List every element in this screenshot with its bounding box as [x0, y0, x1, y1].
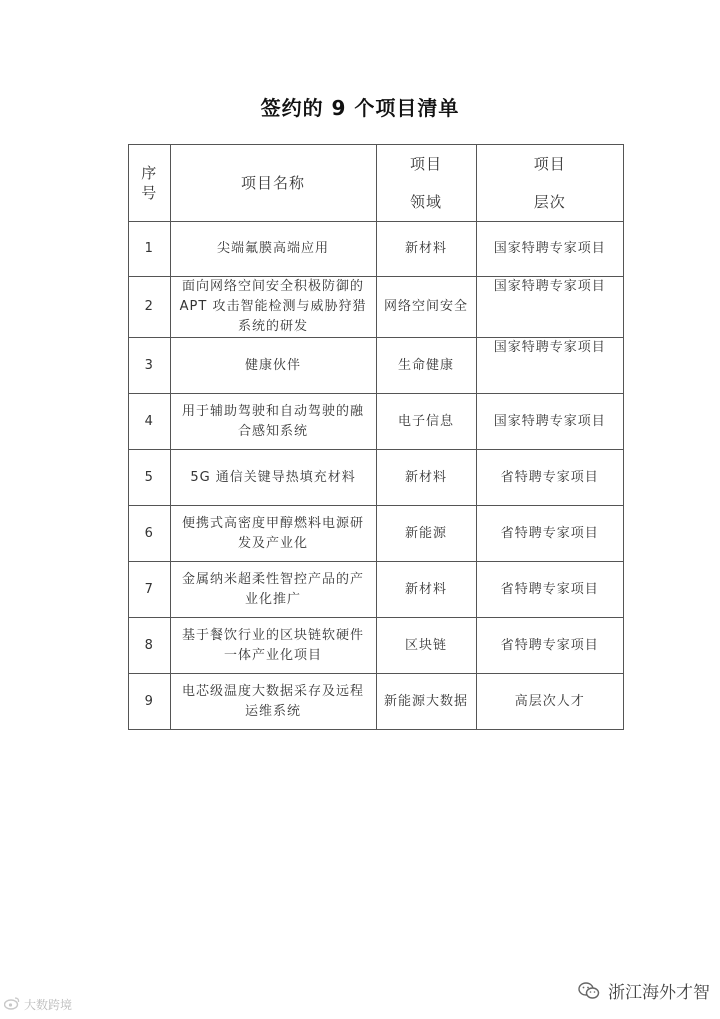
cell-name: 金属纳米超柔性智控产品的产业化推广: [170, 562, 376, 618]
footer-brand: [578, 978, 710, 1003]
cell-no: 9: [129, 674, 171, 730]
cell-name: 尖端氟膜高端应用: [170, 222, 376, 277]
cell-field: 新能源大数据: [376, 674, 476, 730]
cell-no: 7: [129, 562, 171, 618]
cell-level: 高层次人才: [476, 674, 623, 730]
table-row: [129, 394, 624, 450]
cell-name: 用于辅助驾驶和自动驾驶的融合感知系统: [170, 394, 376, 450]
cell-level: 国家特聘专家项目: [476, 338, 623, 394]
wechat-icon: [578, 982, 600, 1000]
cell-level: 省特聘专家项目: [476, 450, 623, 506]
cell-field: 电子信息: [376, 394, 476, 450]
footer-brand-text: 浙江海外才智: [608, 983, 710, 1003]
table-row: [129, 506, 624, 562]
table-row: [129, 222, 624, 277]
cell-level: 国家特聘专家项目: [476, 277, 623, 338]
cell-name: 健康伙伴: [170, 338, 376, 394]
header-field-line1: 项目: [410, 155, 443, 173]
watermark: [4, 996, 72, 1013]
table-row: [129, 338, 624, 394]
header-level-line1: 项目: [533, 155, 566, 173]
cell-name: 电芯级温度大数据采存及远程运维系统: [170, 674, 376, 730]
page-title: 签约的 9 个项目清单: [260, 96, 460, 120]
table-header-row: [129, 145, 624, 222]
cell-no: 5: [129, 450, 171, 506]
cell-name: 基于餐饮行业的区块链软硬件一体产业化项目: [170, 618, 376, 674]
cell-name: 便携式高密度甲醇燃料电源研发及产业化: [170, 506, 376, 562]
cell-no: 4: [129, 394, 171, 450]
cell-no: 2: [129, 277, 171, 338]
header-field-line2: 领域: [410, 193, 443, 211]
table-row: [129, 674, 624, 730]
table-row: [129, 450, 624, 506]
cell-level: 国家特聘专家项目: [476, 222, 623, 277]
cell-level: 省特聘专家项目: [476, 618, 623, 674]
watermark-text: 大数跨境: [24, 998, 73, 1012]
cell-no: 1: [129, 222, 171, 277]
cell-level: 省特聘专家项目: [476, 562, 623, 618]
header-no: 序号: [129, 145, 171, 222]
table-row: [129, 277, 624, 338]
cell-field: 生命健康: [376, 338, 476, 394]
header-level: [476, 145, 623, 222]
cell-field: 新材料: [376, 450, 476, 506]
cell-no: 8: [129, 618, 171, 674]
cell-field: 新能源: [376, 506, 476, 562]
cell-field: 区块链: [376, 618, 476, 674]
cell-name: 5G 通信关键导热填充材料: [170, 450, 376, 506]
header-field: [376, 145, 476, 222]
table-row: [129, 562, 624, 618]
header-name: 项目名称: [170, 145, 376, 222]
weibo-icon: [4, 996, 20, 1013]
header-level-line2: 层次: [533, 193, 566, 211]
cell-field: 新材料: [376, 562, 476, 618]
table-row: [129, 618, 624, 674]
cell-name: 面向网络空间安全积极防御的 APT 攻击智能检测与威胁狩猎系统的研发: [170, 277, 376, 338]
cell-field: 网络空间安全: [376, 277, 476, 338]
cell-no: 3: [129, 338, 171, 394]
cell-level: 省特聘专家项目: [476, 506, 623, 562]
project-table: [128, 144, 624, 730]
cell-level: 国家特聘专家项目: [476, 394, 623, 450]
cell-field: 新材料: [376, 222, 476, 277]
cell-no: 6: [129, 506, 171, 562]
